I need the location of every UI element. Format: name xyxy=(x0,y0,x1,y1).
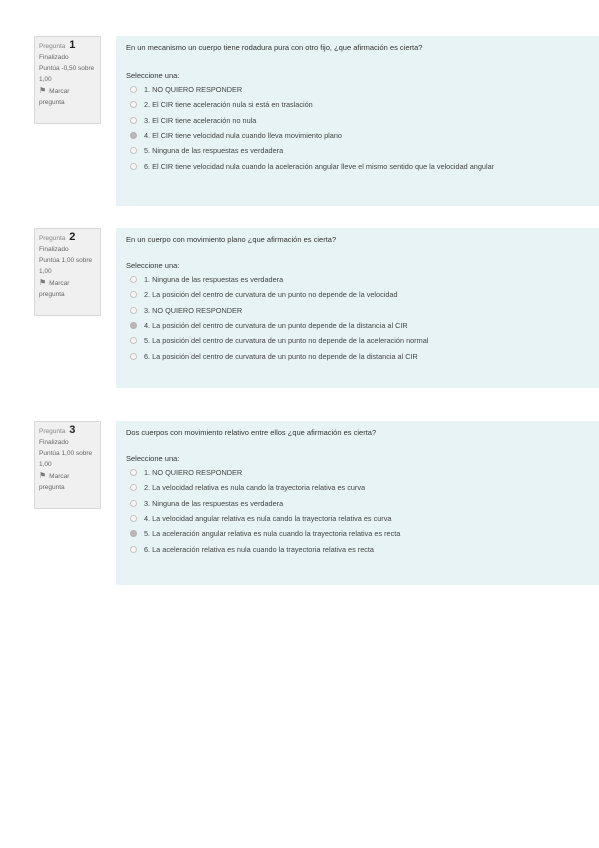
radio-button[interactable] xyxy=(130,307,137,314)
answer-label: 2. La velocidad relativa es nula cando la trayectoria relativa es curva xyxy=(144,483,366,493)
answer-label: 3. Ninguna de las respuestas es verdadera xyxy=(144,498,284,508)
answer-label: 2. La posición del centro de curvatura de un punto no depende de la velocidad xyxy=(144,290,398,300)
answer-option[interactable] xyxy=(126,128,589,143)
question-label: Pregunta xyxy=(39,43,66,50)
answer-list xyxy=(126,82,589,174)
question-text: En un mecanismo un cuerpo tiene rodadura pura con otro fijo, ¿que afirmación es cierta? xyxy=(126,43,423,52)
answer-prompt: Seleccione una: xyxy=(126,454,180,463)
answer-option[interactable] xyxy=(126,303,589,318)
answer-option[interactable] xyxy=(126,97,589,112)
question-label: Pregunta xyxy=(39,428,66,435)
answer-option[interactable] xyxy=(126,511,589,526)
question-state: Finalizado xyxy=(39,439,69,446)
answer-option[interactable] xyxy=(126,158,589,173)
question-info xyxy=(34,421,101,509)
flag-label: Marcar pregunta xyxy=(39,280,70,298)
question-info xyxy=(34,36,101,124)
question-number: 3 xyxy=(69,424,76,436)
answer-label: 3. NO QUIERO RESPONDER xyxy=(144,305,243,315)
answer-option[interactable] xyxy=(126,333,589,348)
answer-option[interactable] xyxy=(126,143,589,158)
question-grade: Puntúa -0,50 sobre 1,00 xyxy=(39,65,95,83)
radio-button[interactable] xyxy=(130,163,137,170)
radio-button[interactable] xyxy=(130,530,137,537)
question-text: Dos cuerpos con movimiento relativo entre ellos ¿que afirmación es cierta? xyxy=(126,428,377,437)
radio-button[interactable] xyxy=(130,515,137,522)
radio-button[interactable] xyxy=(130,291,137,298)
radio-button[interactable] xyxy=(130,132,137,139)
radio-button[interactable] xyxy=(130,86,137,93)
question-state: Finalizado xyxy=(39,54,69,61)
answer-list xyxy=(126,272,589,364)
question-state: Finalizado xyxy=(39,246,69,253)
answer-list xyxy=(126,465,589,557)
radio-button[interactable] xyxy=(130,147,137,154)
answer-label: 5. Ninguna de las respuestas es verdadera xyxy=(144,146,284,156)
question-text: En un cuerpo con movimiento plano ¿que afirmación es cierta? xyxy=(126,235,337,244)
answer-label: 5. La posición del centro de curvatura de un punto no depende de la aceleración normal xyxy=(144,336,429,346)
answer-label: 1. NO QUIERO RESPONDER xyxy=(144,468,243,478)
answer-option[interactable] xyxy=(126,496,589,511)
answer-label: 5. La aceleración angular relativa es nula cuando la trayectoria relativa es recta xyxy=(144,529,401,539)
flag-question-link[interactable] xyxy=(39,470,96,493)
flag-question-link[interactable] xyxy=(39,85,96,108)
answer-prompt: Seleccione una: xyxy=(126,71,180,80)
flag-icon: ⚑ xyxy=(39,471,47,480)
radio-button[interactable] xyxy=(130,484,137,491)
flag-label: Marcar pregunta xyxy=(39,88,70,106)
radio-button[interactable] xyxy=(130,353,137,360)
flag-icon: ⚑ xyxy=(39,278,47,287)
flag-label: Marcar pregunta xyxy=(39,473,70,491)
answer-label: 2. El CIR tiene aceleración nula si está en traslación xyxy=(144,100,313,110)
answer-label: 4. El CIR tiene velocidad nula cuando lleva movimiento plano xyxy=(144,131,342,141)
question-grade: Puntúa 1,00 sobre 1,00 xyxy=(39,257,93,275)
question-number: 2 xyxy=(69,231,76,243)
flag-icon: ⚑ xyxy=(39,86,47,95)
answer-label: 1. NO QUIERO RESPONDER xyxy=(144,85,243,95)
question-grade: Puntúa 1,00 sobre 1,00 xyxy=(39,450,93,468)
question-content xyxy=(116,36,599,206)
answer-label: 3. El CIR tiene aceleración no nula xyxy=(144,115,257,125)
radio-button[interactable] xyxy=(130,276,137,283)
answer-option[interactable] xyxy=(126,318,589,333)
answer-option[interactable] xyxy=(126,465,589,480)
radio-button[interactable] xyxy=(130,500,137,507)
answer-option[interactable] xyxy=(126,272,589,287)
answer-option[interactable] xyxy=(126,348,589,363)
answer-label: 4. La posición del centro de curvatura de un punto depende de la distancia al CIR xyxy=(144,321,408,331)
radio-button[interactable] xyxy=(130,469,137,476)
question-info xyxy=(34,228,101,316)
answer-option[interactable] xyxy=(126,287,589,302)
answer-option[interactable] xyxy=(126,113,589,128)
radio-button[interactable] xyxy=(130,337,137,344)
answer-label: 6. La posición del centro de curvatura de un punto no depende de la distancia al CIR xyxy=(144,351,418,361)
answer-label: 6. La aceleración relativa es nula cuando la trayectoria relativa es recta xyxy=(144,544,374,554)
answer-label: 6. El CIR tiene velocidad nula cuando la aceleración angular lleve el mismo sentido que la velocidad angular xyxy=(144,161,495,171)
flag-question-link[interactable] xyxy=(39,277,96,300)
question-content xyxy=(116,421,599,585)
radio-button[interactable] xyxy=(130,117,137,124)
radio-button[interactable] xyxy=(130,546,137,553)
answer-option[interactable] xyxy=(126,526,589,541)
answer-label: 1. Ninguna de las respuestas es verdadera xyxy=(144,275,284,285)
question-content xyxy=(116,228,599,388)
answer-option[interactable] xyxy=(126,82,589,97)
radio-button[interactable] xyxy=(130,101,137,108)
answer-option[interactable] xyxy=(126,480,589,495)
radio-button[interactable] xyxy=(130,322,137,329)
answer-prompt: Seleccione una: xyxy=(126,261,180,270)
answer-option[interactable] xyxy=(126,541,589,556)
question-number: 1 xyxy=(69,39,76,51)
answer-label: 4. La velocidad angular relativa es nula cando la trayectoria relativa es curva xyxy=(144,514,392,524)
question-label: Pregunta xyxy=(39,235,66,242)
